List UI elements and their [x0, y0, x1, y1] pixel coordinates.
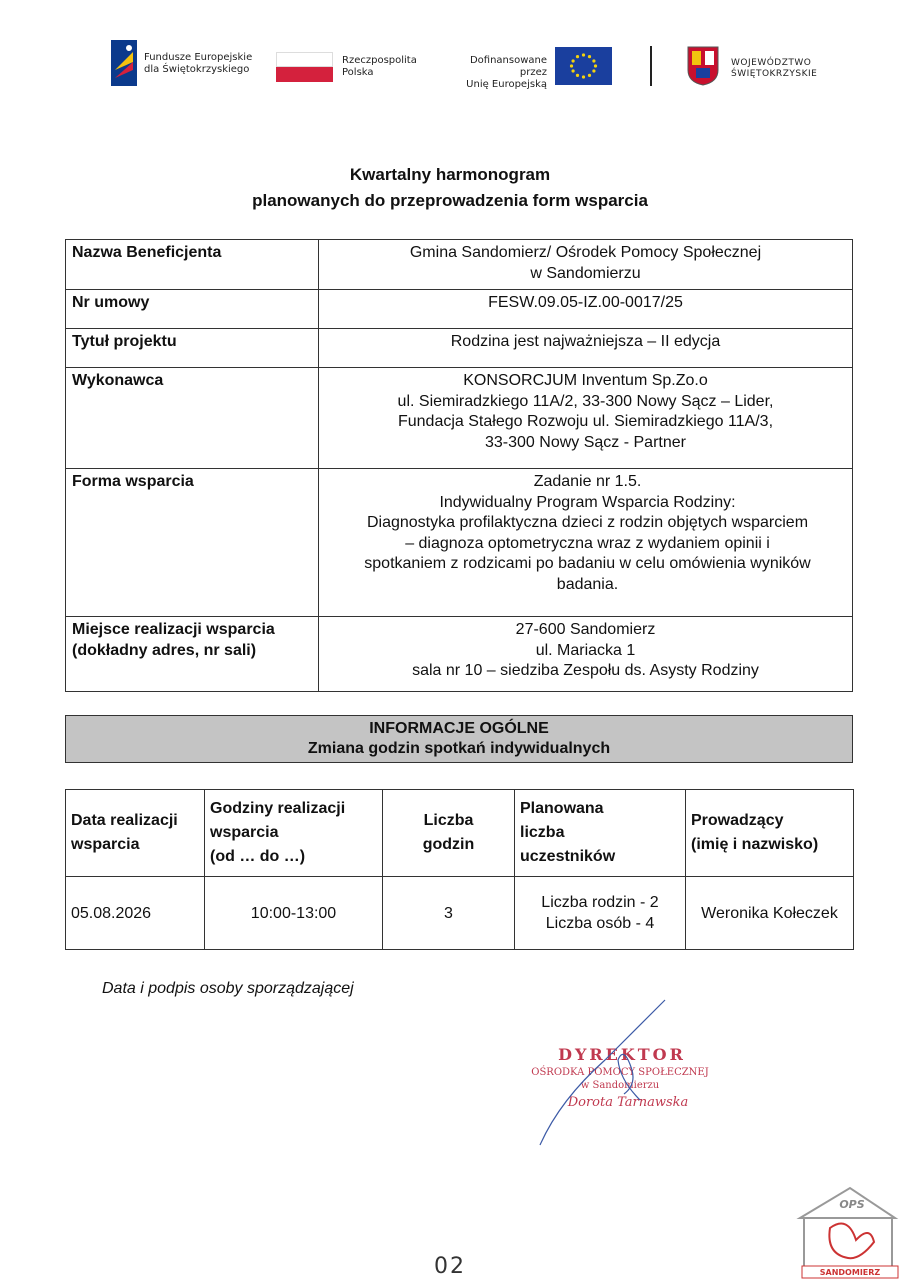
ops-logo-bottom: SANDOMIERZ [819, 1268, 881, 1277]
eu-logo-line1: Dofinansowane przez [469, 55, 547, 78]
info-value-line: badania. [556, 575, 619, 593]
general-info-subheading: Zmiana godzin spotkań indywidualnych [307, 740, 611, 757]
schedule-header-row [66, 790, 854, 877]
woj-logo-text [731, 58, 817, 80]
participants-persons: Liczba osób - 4 [545, 915, 655, 932]
coat-of-arms-icon [687, 46, 719, 86]
document-title-line2: planowanych do przeprowadzenia form wsparcia [252, 191, 648, 210]
header-participants [515, 790, 686, 877]
fe-logo-text [144, 52, 252, 76]
stamp-line1: DYREKTOR [558, 1045, 686, 1064]
info-value-line: ul. Siemiradzkiego 11A/2, 33-300 Nowy Sącz – Lider, [397, 392, 774, 410]
header-line: (imię i nazwisko) [691, 836, 819, 853]
info-value-line: ul. Mariacka 1 [535, 641, 636, 659]
info-value-line: Fundacja Stałego Rozwoju ul. Siemiradzkiego 11A/3, [397, 413, 774, 430]
info-label: Nr umowy [66, 290, 319, 329]
eu-logo-text [440, 55, 547, 91]
polish-flag-icon [276, 52, 333, 82]
info-value [319, 617, 853, 692]
document-title-line1: Kwartalny harmonogram [349, 165, 551, 184]
info-row-beneficiary [66, 240, 853, 290]
participants-families: Liczba rodzin - 2 [541, 894, 659, 911]
header-line: Planowana [520, 800, 604, 817]
info-label: Forma wsparcia [66, 469, 319, 617]
header-line: Godziny realizacji [210, 800, 346, 817]
schedule-row [66, 877, 854, 950]
info-label: Nazwa Beneficjenta [66, 240, 319, 290]
woj-logo-line2: ŚWIĘTOKRZYSKIE [731, 69, 818, 79]
project-info-table [65, 239, 853, 692]
eu-logo-line2: Unię Europejską [466, 79, 547, 90]
header-line: Prowadzący [691, 812, 784, 829]
header-line: uczestników [520, 848, 616, 865]
director-stamp-signature [520, 990, 720, 1150]
header-line: godzin [422, 836, 475, 853]
general-info-heading: INFORMACJE OGÓLNE [369, 720, 549, 737]
logo-bar [0, 0, 900, 100]
rp-logo-line2: Polska [342, 67, 374, 78]
signature-label: Data i podpis osoby sporządzającej [102, 980, 354, 997]
info-value [319, 240, 853, 290]
info-value-line: 33-300 Nowy Sącz - Partner [485, 433, 686, 451]
info-label: Tytuł projektu [66, 329, 319, 368]
info-value-line: KONSORCJUM Inventum Sp.Zo.o [463, 372, 708, 389]
header-line: (od … do …) [210, 848, 306, 865]
info-value-line: sala nr 10 – siedziba Zespołu ds. Asysty Rodziny [412, 662, 759, 679]
fe-logo-line1: Fundusze Europejskie [144, 52, 253, 63]
cell-leader: Weronika Kołeczek [686, 877, 854, 950]
info-value-line: spotkaniem z rodzicami po badaniu w celu omówienia wyników [364, 555, 811, 572]
eu-flag-icon [555, 47, 612, 85]
cell-hours: 10:00-13:00 [205, 877, 383, 950]
info-label: Wykonawca [66, 368, 319, 469]
header-line: liczba [520, 824, 565, 841]
info-value-line: Indywidualny Program Wsparcia Rodziny: [439, 493, 736, 511]
header-date [66, 790, 205, 877]
info-row-location [66, 617, 853, 692]
info-value [319, 329, 853, 368]
fundusze-europejskie-logo-icon [111, 40, 137, 86]
info-value-line: Rodzina jest najważniejsza – II edycja [450, 333, 721, 350]
rp-logo-text [342, 55, 417, 79]
info-value-line: Zadanie nr 1.5. [533, 473, 642, 490]
header-hours-count [383, 790, 515, 877]
info-value-line: Gmina Sandomierz/ Ośrodek Pomocy Społecznej [409, 244, 762, 261]
schedule-table [65, 789, 854, 950]
info-row-contract [66, 290, 853, 329]
woj-logo-line1: WOJEWÓDZTWO [731, 58, 812, 68]
stamp-line2: OŚRODKA POMOCY SPOŁECZNEJ [531, 1067, 709, 1078]
info-value-line: 27-600 Sandomierz [515, 621, 656, 638]
header-hours [205, 790, 383, 877]
info-value [319, 290, 853, 329]
info-label [66, 617, 319, 692]
cell-hours-count: 3 [383, 877, 515, 950]
page-number: 02 [434, 1254, 466, 1279]
cell-date: 05.08.2026 [66, 877, 205, 950]
cell-participants [515, 877, 686, 950]
logo-divider [650, 46, 652, 86]
ops-logo-top: OPS [839, 1198, 865, 1211]
info-label-line: Miejsce realizacji wsparcia [72, 621, 275, 638]
header-line: Data realizacji [71, 812, 178, 829]
rp-logo-line1: Rzeczpospolita [342, 55, 417, 66]
general-info-box [65, 715, 853, 763]
header-leader [686, 790, 854, 877]
info-value-line: w Sandomierzu [530, 264, 641, 282]
stamp-line3: w Sandomierzu [580, 1080, 660, 1091]
info-row-support-form [66, 469, 853, 617]
info-value [319, 368, 853, 469]
stamp-line4: Dorota Tarnawska [567, 1095, 689, 1110]
header-line: wsparcia [210, 824, 279, 841]
fe-logo-line2: dla Świętokrzyskiego [144, 64, 250, 75]
info-row-contractor [66, 368, 853, 469]
header-line: Liczba [423, 812, 474, 829]
info-row-project-title [66, 329, 853, 368]
info-label-line: (dokładny adres, nr sali) [72, 641, 257, 659]
header-line: wsparcia [71, 836, 140, 853]
info-value-line: – diagnoza optometryczna wraz z wydaniem opinii i [405, 534, 770, 552]
info-value-line: FESW.09.05-IZ.00-0017/25 [488, 294, 683, 311]
info-value [319, 469, 853, 617]
info-value-line: Diagnostyka profilaktyczna dzieci z rodzin objętych wsparciem [366, 514, 809, 531]
